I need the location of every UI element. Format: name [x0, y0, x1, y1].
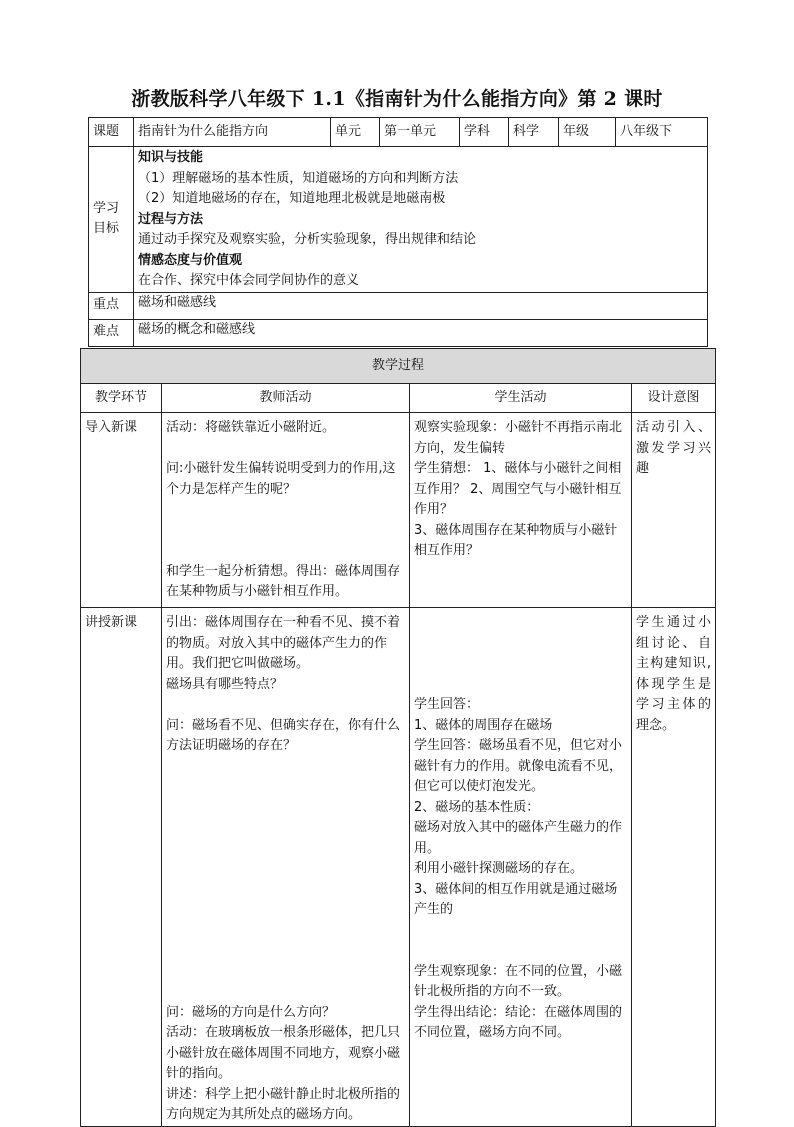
intent-new-lesson: 学生通过小组讨论、自主构建知识,体现学生是学习主体的理念。 — [632, 608, 716, 1127]
grade-value: 八年级下 — [616, 118, 708, 147]
student-text: 磁场对放入其中的磁体产生磁力的作用。 — [414, 820, 623, 856]
grade-label: 年级 — [559, 118, 616, 147]
goals-label-line-1: 学习 — [93, 200, 120, 216]
goals-label-line-2: 目标 — [93, 221, 120, 237]
teacher-text: 讲述：科学上把小磁针静止时北极所指的方向规定为其所处点的磁场方向。 — [166, 1086, 401, 1122]
teaching-process-table — [80, 348, 716, 1127]
student-text: 1、磁体的周围存在磁场 — [414, 717, 553, 733]
lesson-info-table — [88, 117, 708, 347]
goals-heading-knowledge: 知识与技能 — [138, 150, 204, 165]
student-activity-intro — [410, 413, 632, 608]
unit-label: 单元 — [331, 118, 380, 147]
teacher-activity-new-lesson — [162, 608, 410, 1127]
student-text: 3、磁体周围存在某种物质与小磁针相互作用？ — [414, 522, 618, 558]
student-text: 利用小磁针探测磁场的存在。 — [414, 861, 584, 876]
teacher-text: 问：磁场的方向是什么方向？ — [166, 1004, 336, 1020]
key-point-label: 重点 — [89, 292, 134, 319]
student-text: 学生回答： — [414, 697, 480, 712]
student-text: 2、磁场的基本性质： — [414, 799, 540, 815]
teacher-text: 活动：在玻璃板放一根条形磁体，把几只小磁针放在磁体周围不同地方，观察小磁针的指向。 — [166, 1025, 401, 1081]
teacher-text: 和学生一起分析猜想。得出：磁体周围存在某种物质与小磁针相互作用。 — [166, 563, 401, 599]
intent-intro: 活动引入、激发学习兴趣 — [632, 413, 716, 608]
header-student: 学生活动 — [410, 384, 632, 413]
teacher-text: 磁场具有哪些特点？ — [166, 676, 284, 692]
topic-label: 课题 — [89, 118, 134, 147]
student-text: 学生回答：磁场虽看不见，但它对小磁针有力的作用。就像电流看不见，但它可以使灯泡发光。 — [414, 738, 623, 794]
phase-intro: 导入新课 — [81, 413, 162, 608]
header-intent: 设计意图 — [632, 384, 716, 413]
goals-line-2: （2）知道地磁场的存在，知道地理北极就是地磁南极 — [138, 191, 446, 206]
goals-heading-process: 过程与方法 — [138, 211, 204, 227]
subject-label: 学科 — [460, 118, 509, 147]
teacher-text: 问:小磁针发生偏转说明受到力的作用,这个力是怎样产生的呢？ — [166, 461, 396, 497]
topic-value: 指南针为什么能指方向 — [134, 118, 331, 147]
teacher-text: 问：磁场看不见、但确实存在，你有什么方法证明磁场的存在？ — [166, 717, 401, 753]
student-text: 学生猜想： 1、磁体与小磁针之间相互作用？ 2、周围空气与小磁针相互作用？ — [414, 461, 622, 517]
goals-content — [134, 147, 708, 293]
goals-line-3: 通过动手探究及观察实验，分析实验现象，得出规律和结论 — [138, 232, 477, 247]
teacher-text: 活动：将磁铁靠近小磁附近。 — [166, 420, 336, 435]
subject-value: 科学 — [509, 118, 559, 147]
goals-heading-attitude: 情感态度与价值观 — [138, 252, 243, 268]
header-phase: 教学环节 — [81, 384, 162, 413]
teacher-text: 引出：磁体周围存在一种看不见、摸不着的物质。对放入其中的磁体产生力的作用。我们把它叫做磁场。 — [166, 615, 401, 671]
difficulty-label: 难点 — [89, 319, 134, 346]
student-text: 学生得出结论：结论：在磁体周围的不同位置，磁场方向不同。 — [414, 1004, 623, 1040]
student-text: 学生观察现象：在不同的位置，小磁针北极所指的方向不一致。 — [414, 963, 623, 999]
unit-value: 第一单元 — [380, 118, 460, 147]
phase-new-lesson: 讲授新课 — [81, 608, 162, 1127]
process-title: 教学过程 — [81, 349, 716, 384]
document-title: 浙教版科学八年级下 1.1《指南针为什么能指方向》第 2 课时 — [131, 88, 663, 110]
header-teacher: 教师活动 — [162, 384, 410, 413]
goals-line-4: 在合作、探究中体会同学间协作的意义 — [138, 273, 360, 288]
student-activity-new-lesson — [410, 608, 632, 1127]
goals-label — [89, 147, 134, 293]
table-row — [81, 608, 716, 1127]
student-text: 观察实验现象：小磁针不再指示南北方向，发生偏转 — [414, 420, 623, 456]
teacher-activity-intro — [162, 413, 410, 608]
difficulty-value: 磁场的概念和磁感线 — [134, 319, 708, 346]
table-row — [81, 413, 716, 608]
goals-line-1: （1）理解磁场的基本性质，知道磁场的方向和判断方法 — [138, 170, 459, 186]
key-point-value: 磁场和磁感线 — [134, 292, 708, 319]
student-text: 3、磁体间的相互作用就是通过磁场产生的 — [414, 881, 618, 917]
